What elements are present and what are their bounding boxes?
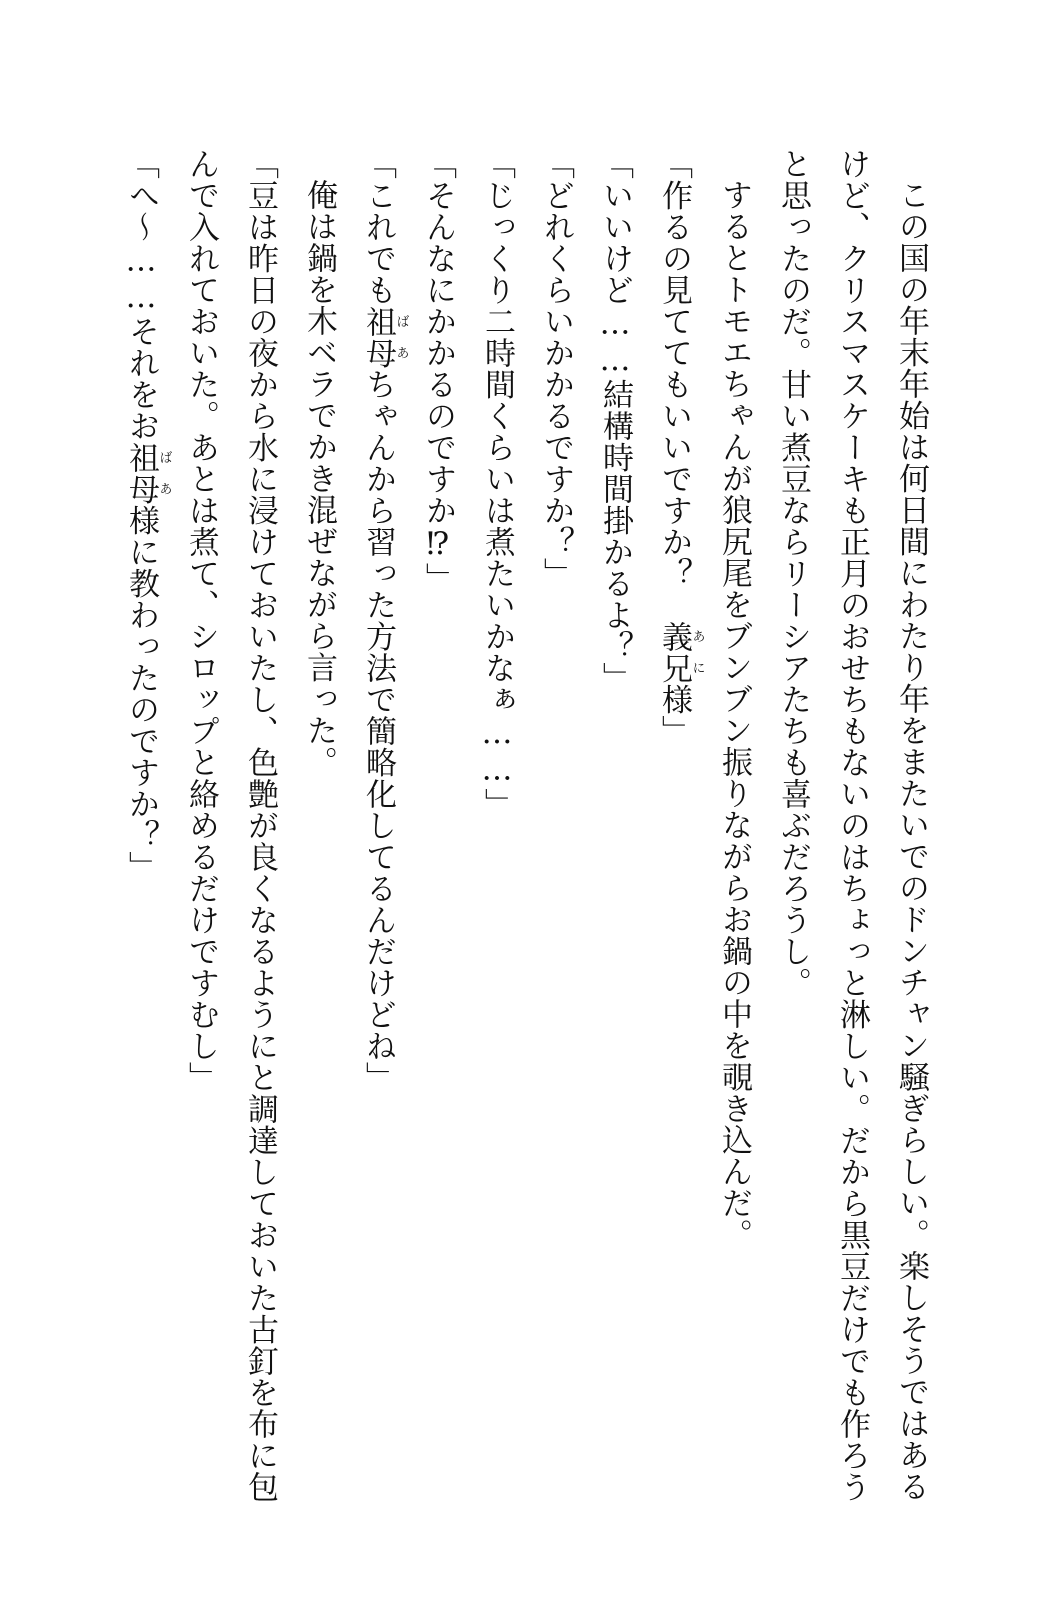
dialogue-paragraph	[526, 148, 585, 1528]
vertical-text-body	[80, 148, 940, 1528]
text-segment: この国の年末年始は何日間にわたり年をまたいでのドンチャン騒ぎらしい。楽しそうではあるけど、クリスマスケーキも正月のおせちもないのはちょっと淋しい。だから黒豆だけでも作ろうと思ったのだ。甘い煮豆ならリーシアたちも喜ぶだろうし。	[775, 148, 929, 1503]
dialogue-paragraph	[644, 148, 704, 1528]
text-segment: 「豆は昨日の夜から水に浸けておいたし、色艶が良くなるようにと調達しておいた古釘を布に包んで入れておいた。あとは煮て、シロップと絡めるだけですむし」	[183, 148, 278, 1503]
text-segment: 「いいけど……結構時間掛かるよ？」	[597, 148, 633, 694]
dialogue-paragraph	[348, 148, 408, 1528]
dialogue-paragraph	[408, 148, 467, 1528]
text-segment: 「これでも	[360, 148, 396, 306]
ruby-base-text: 祖母	[360, 305, 396, 369]
narration-paragraph	[289, 148, 348, 1528]
dialogue-paragraph	[585, 148, 644, 1528]
dialogue-paragraph	[467, 148, 526, 1528]
text-segment: 「作るの見ててもいいですか？	[656, 148, 692, 621]
text-segment: 様に教わったのですか？」	[123, 504, 159, 883]
furigana-ruby	[656, 620, 705, 684]
ruby-base-text: 義兄	[656, 620, 692, 684]
text-segment: 「そんなにかかるのですか⁉」	[420, 148, 456, 594]
text-segment: 様」	[656, 683, 692, 747]
ruby-reading-text: ばあ	[393, 305, 409, 369]
ruby-reading-text: あに	[689, 620, 705, 684]
dialogue-paragraph	[111, 148, 171, 1528]
dialogue-paragraph	[171, 148, 289, 1528]
text-segment: 「どれくらいかかるですか？」	[538, 148, 574, 589]
text-segment: 「へ〜……それをお	[123, 148, 159, 442]
narration-paragraph	[763, 148, 940, 1528]
text-segment: するとトモエちゃんが狼尻尾をブンブン振りながらお鍋の中を覗き込んだ。	[716, 179, 752, 1250]
furigana-ruby	[123, 441, 172, 505]
text-segment: 「じっくり二時間くらいは煮たいかなぁ……」	[479, 148, 515, 820]
text-segment: ちゃんから習った方法で簡略化してるんだけどね」	[360, 368, 396, 1093]
ruby-base-text: 祖母	[123, 441, 159, 505]
narration-paragraph	[704, 148, 763, 1528]
furigana-ruby	[360, 305, 409, 369]
text-segment: 俺は鍋を木ベラでかき混ぜながら言った。	[301, 179, 337, 778]
ruby-reading-text: ばあ	[156, 441, 172, 505]
